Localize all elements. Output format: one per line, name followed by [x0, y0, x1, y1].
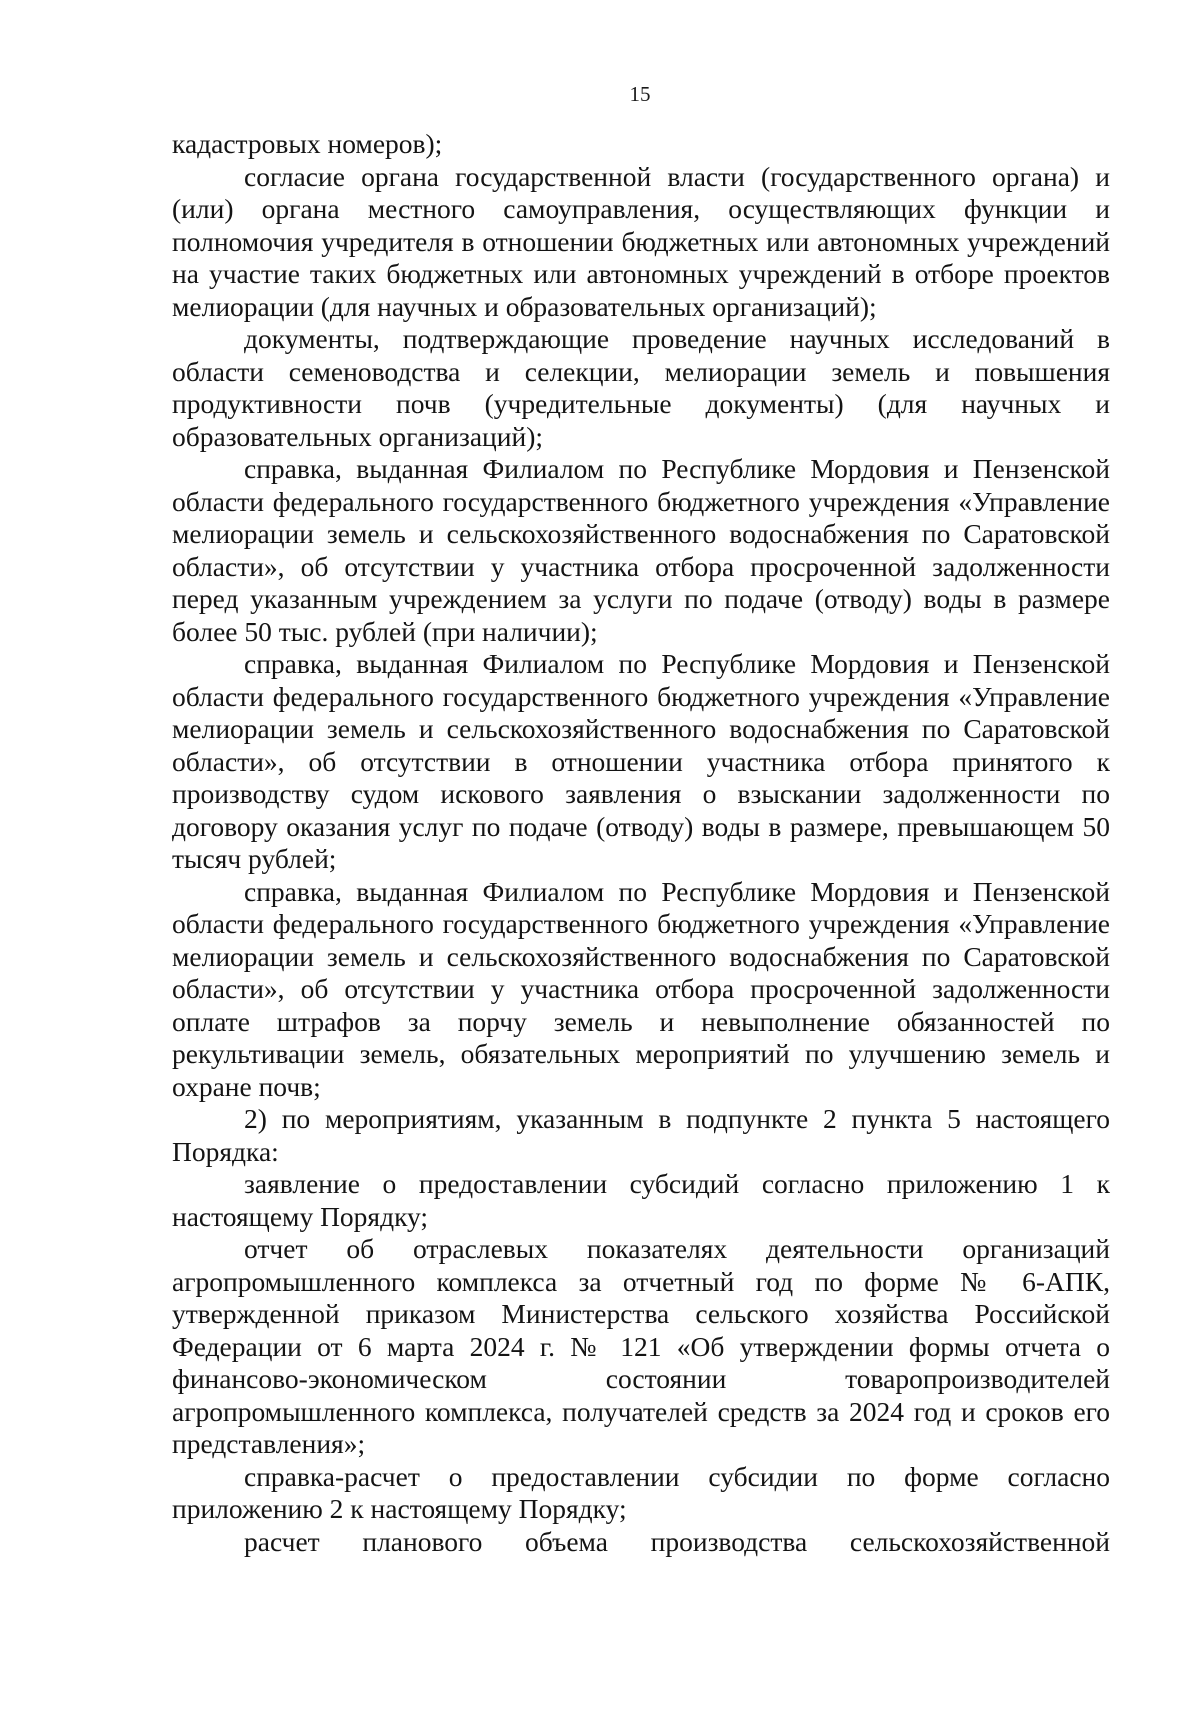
paragraph-certificate-fines: справка, выданная Филиалом по Республике Мордовия и Пензенской области федерального государственного бюджетного учреждения «Управление мелиорации земель и сельскохозяйственного водоснабжения по Саратовской области», об отсутствии у участника отбора просроченной задолженности оплате штрафов за порчу земель и невыполнение обязанностей по рекультивации земель, обязательных мероприятий по улучшению земель и охране почв;	[172, 875, 1110, 1102]
paragraph-research-documents: документы, подтверждающие проведение научных исследований в области семеноводства и селекции, мелиорации земель и повышения продуктивности почв (учредительные документы) (для научных и образовательных организаций);	[172, 323, 1110, 452]
paragraph-6-apk-report: отчет об отраслевых показателях деятельности организаций агропромышленного комплекса за отчетный год по форме № 6-АПК, утвержденной приказом Министерства сельского хозяйства Российской Федерации от 6 марта 2024 г. № 121 «Об утверждении формы отчета о финансово-экономическом состоянии товаропроизводителей агропромышленного комплекса, получателей средств за 2024 год и сроков его представления»;	[172, 1233, 1110, 1459]
paragraph-certificate-lawsuit: справка, выданная Филиалом по Республике Мордовия и Пензенской области федерального государственного бюджетного учреждения «Управление мелиорации земель и сельскохозяйственного водоснабжения по Саратовской области», об отсутствии в отношении участника отбора принятого к производству судом искового заявления о взыскании задолженности по договору оказания услуг по подаче (отводу) воды в размере, превышающем 50 тысяч рублей;	[172, 648, 1110, 874]
paragraph-authority-consent: согласие органа государственной власти (государственного органа) и (или) органа местного самоуправления, осуществляющих функции и полномочия учредителя в отношении бюджетных или автономных учреждений на участие таких бюджетных или автономных учреждений в отборе проектов мелиорации (для научных и образовательных организаций);	[172, 160, 1110, 322]
paragraph-subpoint-2-heading: 2) по мероприятиям, указанным в подпункте 2 пункта 5 настоящего Порядка:	[172, 1103, 1110, 1167]
document-body	[172, 128, 1110, 1558]
paragraph-certificate-overdue-water-debt: справка, выданная Филиалом по Республике Мордовия и Пензенской области федерального государственного бюджетного учреждения «Управление мелиорации земель и сельскохозяйственного водоснабжения по Саратовской области», об отсутствии у участника отбора просроченной задолженности перед указанным учреждением за услуги по подаче (отводу) воды в размере более 50 тыс. рублей (при наличии);	[172, 453, 1110, 647]
page-number: 15	[629, 82, 651, 106]
paragraph-production-volume-calculation: расчет планового объема производства сельскохозяйственной	[244, 1525, 1110, 1557]
paragraph-cadastral-numbers: кадастровых номеров);	[172, 128, 443, 159]
paragraph-subsidy-application: заявление о предоставлении субсидий согласно приложению 1 к настоящему Порядку;	[172, 1168, 1110, 1232]
paragraph-subsidy-calculation: справка-расчет о предоставлении субсидии по форме согласно приложению 2 к настоящему Порядку;	[172, 1460, 1110, 1524]
